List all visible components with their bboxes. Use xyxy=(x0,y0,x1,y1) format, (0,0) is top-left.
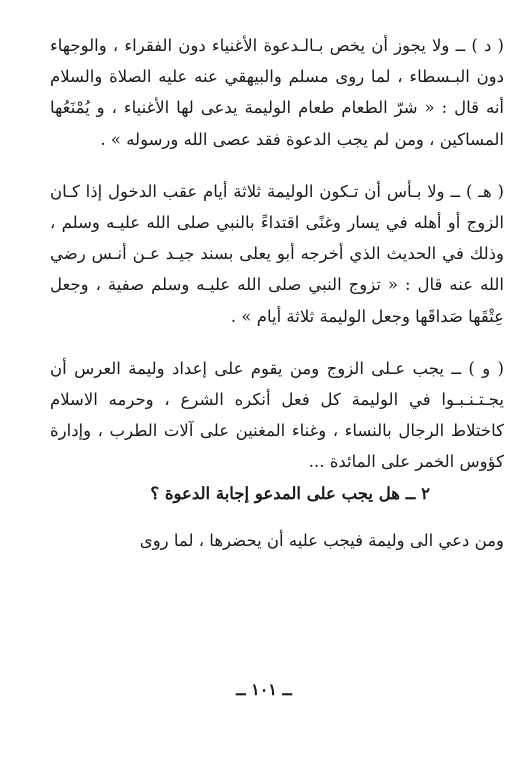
paragraph-text: ــ يجب عـلى الزوج ومن يقوم على إعداد وليمة العرس أن يجـتـنـبـوا في الوليمة كل فعل أنكره الشرع ، وحرمه الاسلام كاختلاط الرجال بالنساء ، وغناء المغنين على آلات الطرب ، وإدارة كؤوس الخمر على المائدة ... xyxy=(50,358,504,472)
paragraph-marker: ( د ) xyxy=(471,36,504,55)
paragraph-he xyxy=(50,176,504,332)
paragraph-text: ــ ولا بـأس أن تـكون الوليمة ثلاثة أيام عقب الدخول إذا كـان الزوج أو أهله في يسار وغنًى اقتداءً بالنبي صلى الله عليـه وسلم ، وذلك في الحديث الذي أخرجه أبو يعلى بسند جيـد عـن أنـس رضي الله عنه قال : « تزوج النبي صلى الله عليـه وسلم صفية ، وجعل عِتْقَها صَداقَها وجعل الوليمة ثلاثة أيام » . xyxy=(50,181,504,326)
page-body xyxy=(50,30,504,556)
page-number: ــ ١٠١ ــ xyxy=(236,680,292,699)
final-paragraph: ومن دعي الى وليمة فيجب عليه أن يحضرها ، لما روى xyxy=(139,530,504,550)
paragraph-d xyxy=(50,30,504,155)
paragraph-marker: ( هـ ) xyxy=(465,181,504,201)
section-heading: ٢ ــ هل يجب على المدعو إجابة الدعوة ؟ xyxy=(150,483,430,503)
paragraph-marker: ( و ) xyxy=(468,358,504,378)
paragraph-text: ــ ولا يجوز أن يخص بـالـدعوة الأغنياء دون الفقراء ، والوجهاء دون البـسطاء ، لما روى مسلم والبيهقي عنه عليه الصلاة والسلام أنه قال : « شرّ الطعام طعام الوليمة يدعى لها الأغنياء ، و يُمْنَعُها المساكين ، ومن لم يجب الدعوة فقد عصى الله ورسوله » . xyxy=(50,36,504,149)
paragraph-waw xyxy=(50,353,504,478)
